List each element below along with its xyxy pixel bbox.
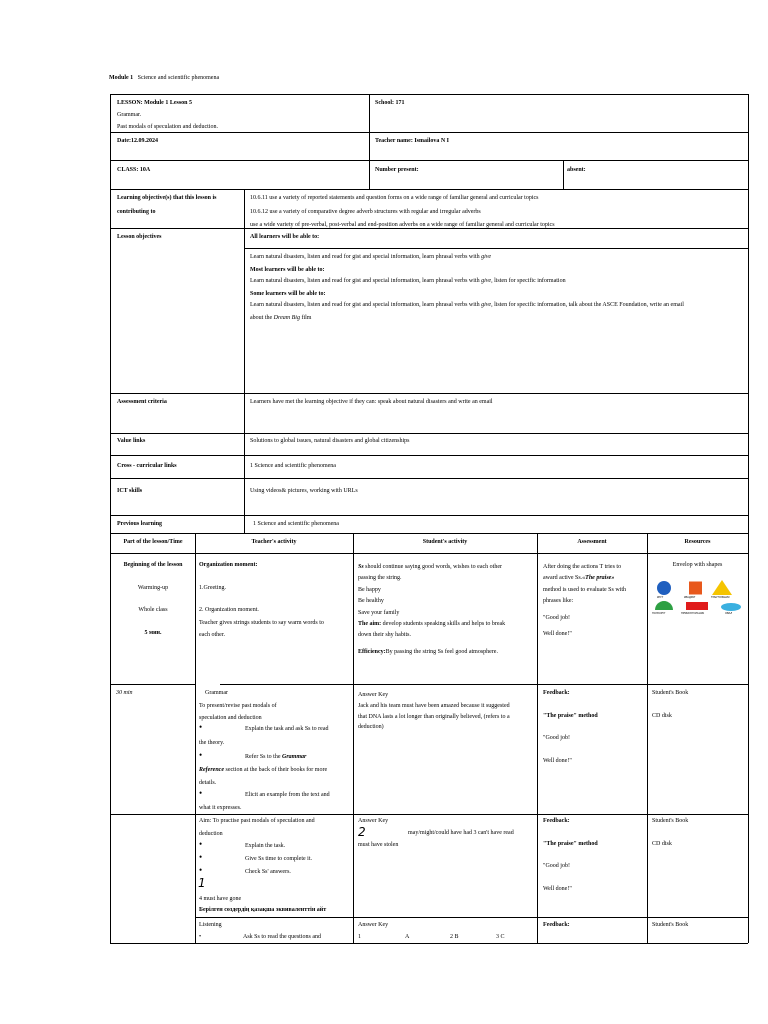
lesson-objectives-label: Lesson objectives [117, 234, 162, 240]
semicircle-shape [655, 601, 673, 610]
bullet-icon: • [199, 852, 203, 862]
aim-number-1: 1 [198, 876, 206, 890]
aim-bullet-1: Explain the task. [245, 843, 286, 849]
school: School: 171 [375, 100, 405, 106]
previous-learning-text: 1 Science and scientific phenomena [253, 521, 339, 527]
learning-objectives-text: 10.6.11 use a variety of reported statements and question forms on a wide range of familiar general and curricular topics 10.6.12 use a variety of comparative degree adverb structures with regular and irregular adverbs use a wide variety of pre-verbal, post-verbal and end-position adverbs on a wide range of familiar general and curricular topics [250, 195, 555, 228]
bullet-icon: • [199, 722, 203, 732]
triangle-shape [712, 580, 732, 595]
class: CLASS: 10A [117, 167, 151, 173]
row30-time: 30 min [116, 690, 133, 696]
listening-key: Answer Key [358, 922, 389, 928]
lesson-subject: Grammar. [117, 112, 142, 118]
beginning-part: Beginning of the lesson Warming-up Whole class 5 мин. [123, 562, 183, 636]
shape-label-oval: ОВАЛ [725, 612, 733, 615]
header-resources: Resources [684, 539, 711, 545]
shape-label-semicircle: ПОЛУКРУГ [652, 612, 666, 615]
aim-answer-4: 4 must have gone [199, 896, 242, 902]
lesson-objectives-text: Learn natural disasters, listen and read for gist and special information, learn phrasal verbs with give Most learners will be able to: Learn natural disasters, listen and read for gist and special information, learn phrasal verbs with give, listen for specific information Some learners will be able to: Learn natural disasters, listen and read for gist and special information, learn phrasal verbs with give, listen for specific information, talk about the ASCE Foundation, write an email about the Dream Big film [250, 254, 684, 321]
ict-skills-text: Using videos& pictures, working with URLs [250, 488, 358, 494]
square-shape [689, 582, 702, 595]
row30-bullet-2b: Reference section at the back of their books for more [199, 767, 328, 773]
date: Date:12.09.2024 [117, 138, 158, 144]
previous-learning-label: Previous learning [117, 521, 163, 527]
listening-feedback: Feedback: [543, 922, 570, 928]
row30-bullet-3: Elicit an example from the text and [245, 792, 330, 798]
row30-bullet-1b: the theory. [199, 740, 225, 746]
bullet-icon: • [199, 839, 203, 849]
listening-resources: Student's Book [652, 922, 689, 928]
row30-teacher: Grammar To present/revise past modals of speculation and deduction [199, 690, 277, 721]
row30-bullet-2: Refer Ss to the Grammar [245, 754, 307, 760]
value-links-text: Solutions to global issues, natural disasters and global citizenships [250, 438, 410, 444]
beginning-assessment: After doing the actions T tries to award active Ss.«The praise» method is used to evaluate Ss with phrases like: "Good job! Well done!" [543, 564, 626, 637]
row30-bullet-1: Explain the task and ask Ss to read [245, 726, 329, 732]
learning-objectives-label: Learning objective(s) that this lesson is contributing to [117, 195, 217, 215]
listening-task: Ask Ss to read the questions and [243, 934, 321, 940]
aim-bullet-3: Check Ss' answers. [245, 869, 291, 875]
assessment-criteria-label: Assessment criteria [117, 399, 167, 405]
row30-student: Answer Key Jack and his team must have been amazed because it suggested that DNA lasts a lot longer than originally believed, (refers to a deduction) [358, 692, 510, 731]
header-student: Student's activity [422, 539, 468, 545]
cross-curricular-text: 1 Science and scientific phenomena [250, 463, 336, 469]
oval-shape [721, 603, 741, 611]
cross-curricular-label: Cross - curricular links [117, 463, 177, 469]
row30-resources: Student's Book CD disk [652, 690, 689, 719]
absent: absent: [567, 167, 586, 173]
rectangle-shape [686, 602, 708, 610]
shape-label-rectangle: ПРЯМОУГОЛЬНИК [681, 612, 705, 615]
listening-answer-a: A [405, 934, 410, 940]
aim-teacher: Aim: To practise past modals of speculation and deduction [199, 818, 315, 837]
aim-number-2: 2 [358, 825, 366, 839]
beginning-student: Ss should continue saying good words, wishes to each other passing the string. Be happy Be healthy Save your family The aim: develop students speaking skills and helps to break down their shy habits. Efficiency:By passing the string Ss feel good atmosphere. [358, 564, 506, 655]
all-learners-heading: All learners will be able to: [250, 234, 320, 240]
aim-student-key: Answer Key [358, 818, 389, 824]
bullet-icon: • [199, 750, 203, 760]
shape-label-triangle: ТРЕУГОЛЬНИК [711, 596, 730, 599]
shape-label-circle: КРУГ [657, 596, 664, 599]
bullet-icon: • [199, 934, 202, 940]
beginning-resources: Envelop with shapes [672, 562, 723, 568]
row30-assessment: Feedback: "The praise" method "Good job! Well done!" [543, 690, 598, 764]
aim-kazakh-task: Берілген сөздердің қазақша эквиваленттін айт [199, 907, 327, 913]
listening-answer-3: 3 C [496, 934, 505, 940]
listening-title: Listening [199, 922, 222, 928]
value-links-label: Value links [117, 438, 146, 444]
bullet-icon: • [199, 788, 203, 798]
ict-skills-label: ICT skills [117, 488, 143, 494]
beginning-teacher: Organization moment: 1.Greeting. 2. Organization moment. Teacher gives strings students to say warm words to each other. [199, 562, 324, 638]
module-label: Module 1 [109, 75, 134, 81]
header-part: Part of the lesson/Time [123, 539, 183, 545]
aim-resources: Student's Book CD disk [652, 818, 689, 847]
header-teacher: Teacher's activity [251, 539, 297, 545]
module-header [109, 75, 219, 83]
lesson-title: LESSON: Module 1 Lesson 5 [117, 100, 193, 106]
aim-student-answer: may/might/could have had 3 can't have read [408, 830, 514, 836]
aim-bullet-2: Give Ss time to complete it. [245, 856, 312, 862]
listening-answer-1: 1 [358, 934, 361, 940]
bullet-icon: • [199, 865, 203, 875]
aim-student-answer-2: must have stolen [358, 842, 399, 848]
number-present: Number present: [375, 167, 419, 173]
teacher-name: Teacher name: Ismailova N I [375, 138, 449, 144]
module-topic: Science and scientific phenomena [137, 75, 220, 81]
shapes-illustration [652, 580, 744, 616]
header-assessment: Assessment [577, 539, 607, 545]
row30-bullet-3b: what it expresses. [199, 805, 242, 811]
assessment-criteria-text: Learners have met the learning objective if they can: speak about natural disasters and write an email [250, 399, 493, 405]
lesson-topic: Past modals of speculation and deduction. [117, 124, 218, 130]
aim-assessment: Feedback: "The praise" method "Good job! Well done!" [543, 818, 598, 892]
shape-label-square: КВАДРАТ [684, 596, 696, 599]
listening-answer-2: 2 B [450, 934, 459, 940]
row30-bullet-2c: details. [199, 780, 217, 786]
circle-shape [657, 581, 671, 595]
